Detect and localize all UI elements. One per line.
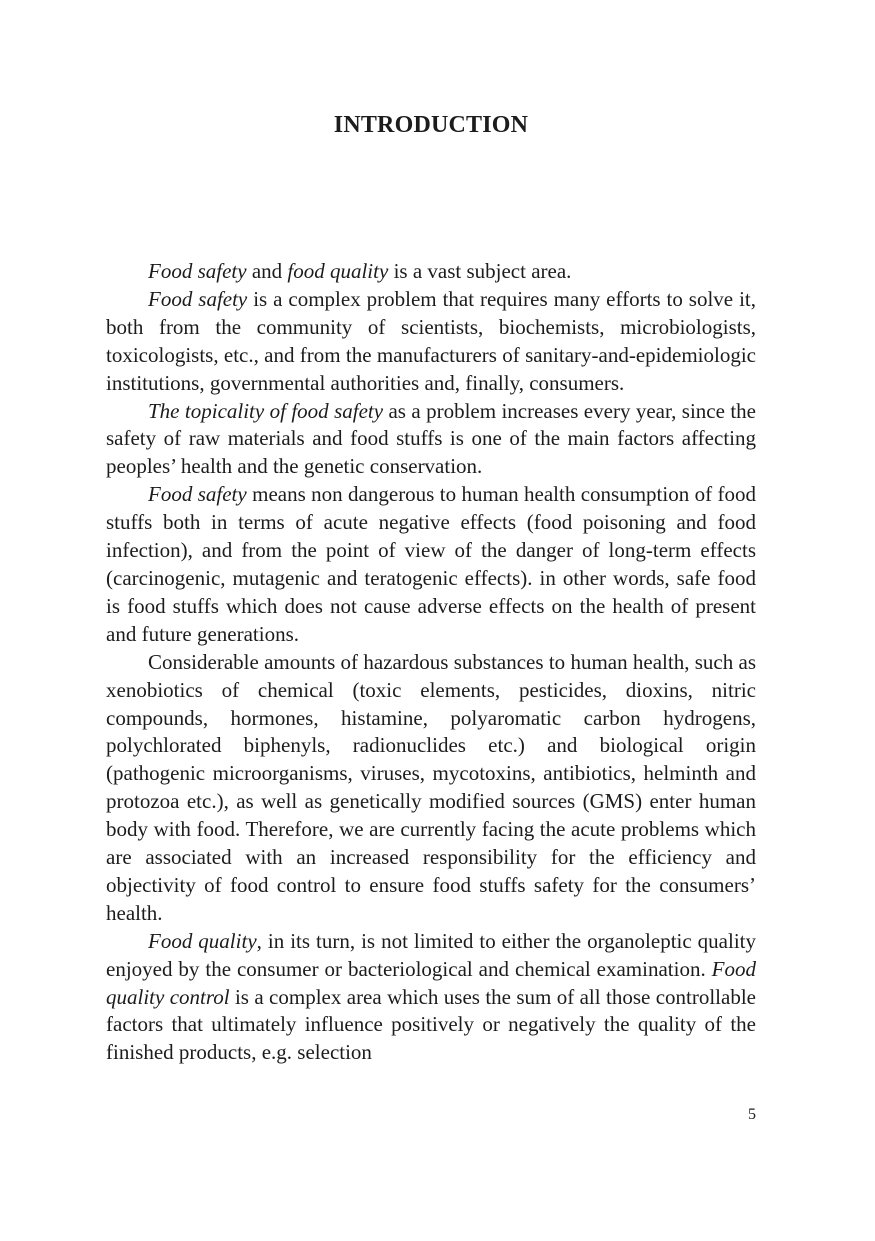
text-run: means non dangerous to human health consumption of food stuffs both in terms of acute negative effects (food poisoning and food infection), and from the point of view of the danger of long-term effects (carcinogenic, mutagenic and teratogenic effects). in other words, safe food is food stuffs which does not cause adverse effects on the health of present and future generations.	[106, 482, 757, 646]
italic-term: food quality	[287, 259, 389, 283]
text-run: is a complex problem that requires many efforts to solve it, both from the community of scientists, biochemists, microbiologists, toxicologists, etc., and from the manufacturers of sanitary-and-epidemiologic institutions, governmental authorities and, finally, consumers.	[106, 286, 756, 395]
italic-term: Food safety	[148, 259, 247, 283]
text-run: as a problem increases every year, since the safety of raw materials and food stuffs is one of the main factors affecting peoples’ health and the genetic conservation.	[106, 398, 756, 479]
text-run: , in its turn, is not limited to either the organoleptic quality enjoyed by the consumer or bacteriological and chemical examination.	[106, 928, 756, 981]
paragraph	[106, 928, 756, 1068]
paragraph	[106, 481, 756, 648]
text-run: is a vast subject area.	[388, 259, 572, 283]
text-run: is a complex area which uses the sum of all those controllable factors that ultimately influence positively or negatively the quality of the finished products, e.g. selection	[106, 984, 756, 1065]
paragraph	[106, 398, 756, 482]
italic-term: The topicality of food safety	[148, 398, 384, 423]
text-run: Considerable amounts of hazardous substances to human health, such as xenobiotics of chemical (toxic elements, pesticides, dioxins, nitric compounds, hormones, histamine, polyaromatic carbon hydrogens, polychlorated biphenyls, radionuclides etc.) and biological origin (pathogenic microorganisms, viruses, mycotoxins, antibiotics, helminth and protozoa etc.), as well as genetically modified sources (GMS) enter human body with food. Therefore, we are currently facing the acute problems which are associated with an increased responsibility for the efficiency and objectivity of food control to ensure food stuffs safety for the consumers’ health.	[106, 649, 756, 925]
chapter-title: INTRODUCTION	[333, 112, 529, 138]
italic-term: Food quality control	[106, 956, 756, 1009]
paragraph	[106, 258, 756, 286]
italic-term: Food safety	[148, 286, 248, 311]
body-text	[106, 258, 756, 1067]
paragraph	[106, 649, 756, 928]
italic-term: Food safety	[148, 482, 247, 507]
page-number: 5	[748, 1106, 756, 1123]
italic-term: Food quality	[148, 928, 257, 953]
text-run: and	[246, 259, 288, 283]
paragraph	[106, 286, 756, 398]
